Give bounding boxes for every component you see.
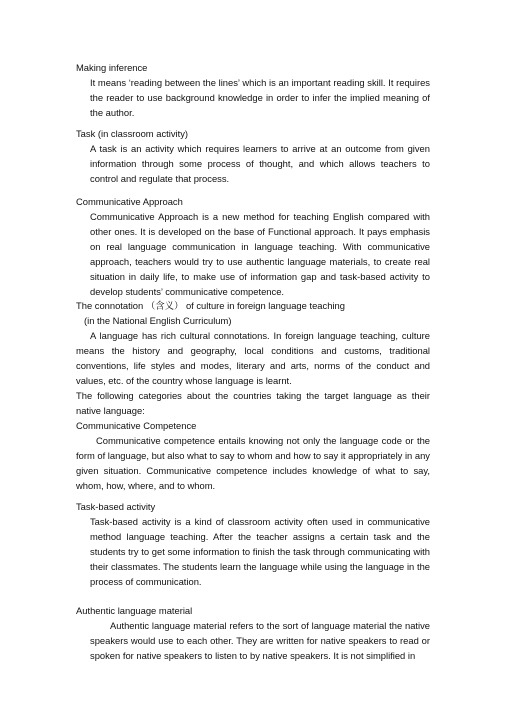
- section-task: [76, 126, 430, 186]
- section-communicative-approach: [76, 194, 430, 299]
- section-heading: Making inference: [76, 62, 148, 73]
- section-heading: Task-based activity: [76, 501, 156, 512]
- section-culture-connotation: [76, 298, 430, 418]
- section-authentic-material: [76, 603, 430, 663]
- section-body: Communicative competence entails knowing not only the language code or the form of language, but also what to say to whom and how to say it appropriately in any given situation. Communicative competence includes knowledge of what to say, whom, how, where, and to whom.: [76, 435, 430, 491]
- section-subheading: (in the National English Curriculum): [84, 315, 232, 326]
- section-task-based-activity: [76, 499, 430, 589]
- section-body: Communicative Approach is a new method for teaching English compared with other ones. It is developed on the base of Functional approach. It pays emphasis on real language communication in language teaching. With communicative approach, teachers would try to use authentic language materials, to create real situation in daily life, to make use of information gap and task-based activity to develop students’ communicative competence.: [90, 211, 430, 297]
- section-communicative-competence: [76, 418, 430, 493]
- section-body: Task-based activity is a kind of classroom activity often used in communicative method language teaching. After the teacher assigns a certain task and the students try to get some information to finish the task through communicating with their classmates. The students learn the language while using the language in the process of communication.: [90, 516, 430, 587]
- section-body: Authentic language material refers to the sort of language material the native speakers would use to each other. They are written for native speakers to read or spoken for native speakers to listen to by native speakers. It is not simplified in: [90, 620, 430, 661]
- section-body: It means ‘reading between the lines’ which is an important reading skill. It requires the reader to use background knowledge in order to infer the implied meaning of the author.: [90, 77, 430, 118]
- section-body-2: The following categories about the countries taking the target language as their native language:: [76, 390, 430, 416]
- section-heading: Task (in classroom activity): [76, 128, 188, 139]
- section-making-inference: [76, 60, 430, 120]
- section-heading: Communicative Competence: [76, 420, 197, 431]
- section-heading: The connotation （含义） of culture in foreign language teaching: [76, 300, 345, 311]
- section-heading: Communicative Approach: [76, 196, 183, 207]
- section-body: A language has rich cultural connotations. In foreign language teaching, culture means the history and geography, local conditions and customs, traditional conventions, life styles and modes, literary and arts, norms of the conduct and values, etc. of the country whose language is learnt.: [76, 330, 430, 386]
- section-heading: Authentic language material: [76, 605, 193, 616]
- section-body: A task is an activity which requires learners to arrive at an outcome from given information through some process of thought, and which allows teachers to control and regulate that process.: [90, 143, 430, 184]
